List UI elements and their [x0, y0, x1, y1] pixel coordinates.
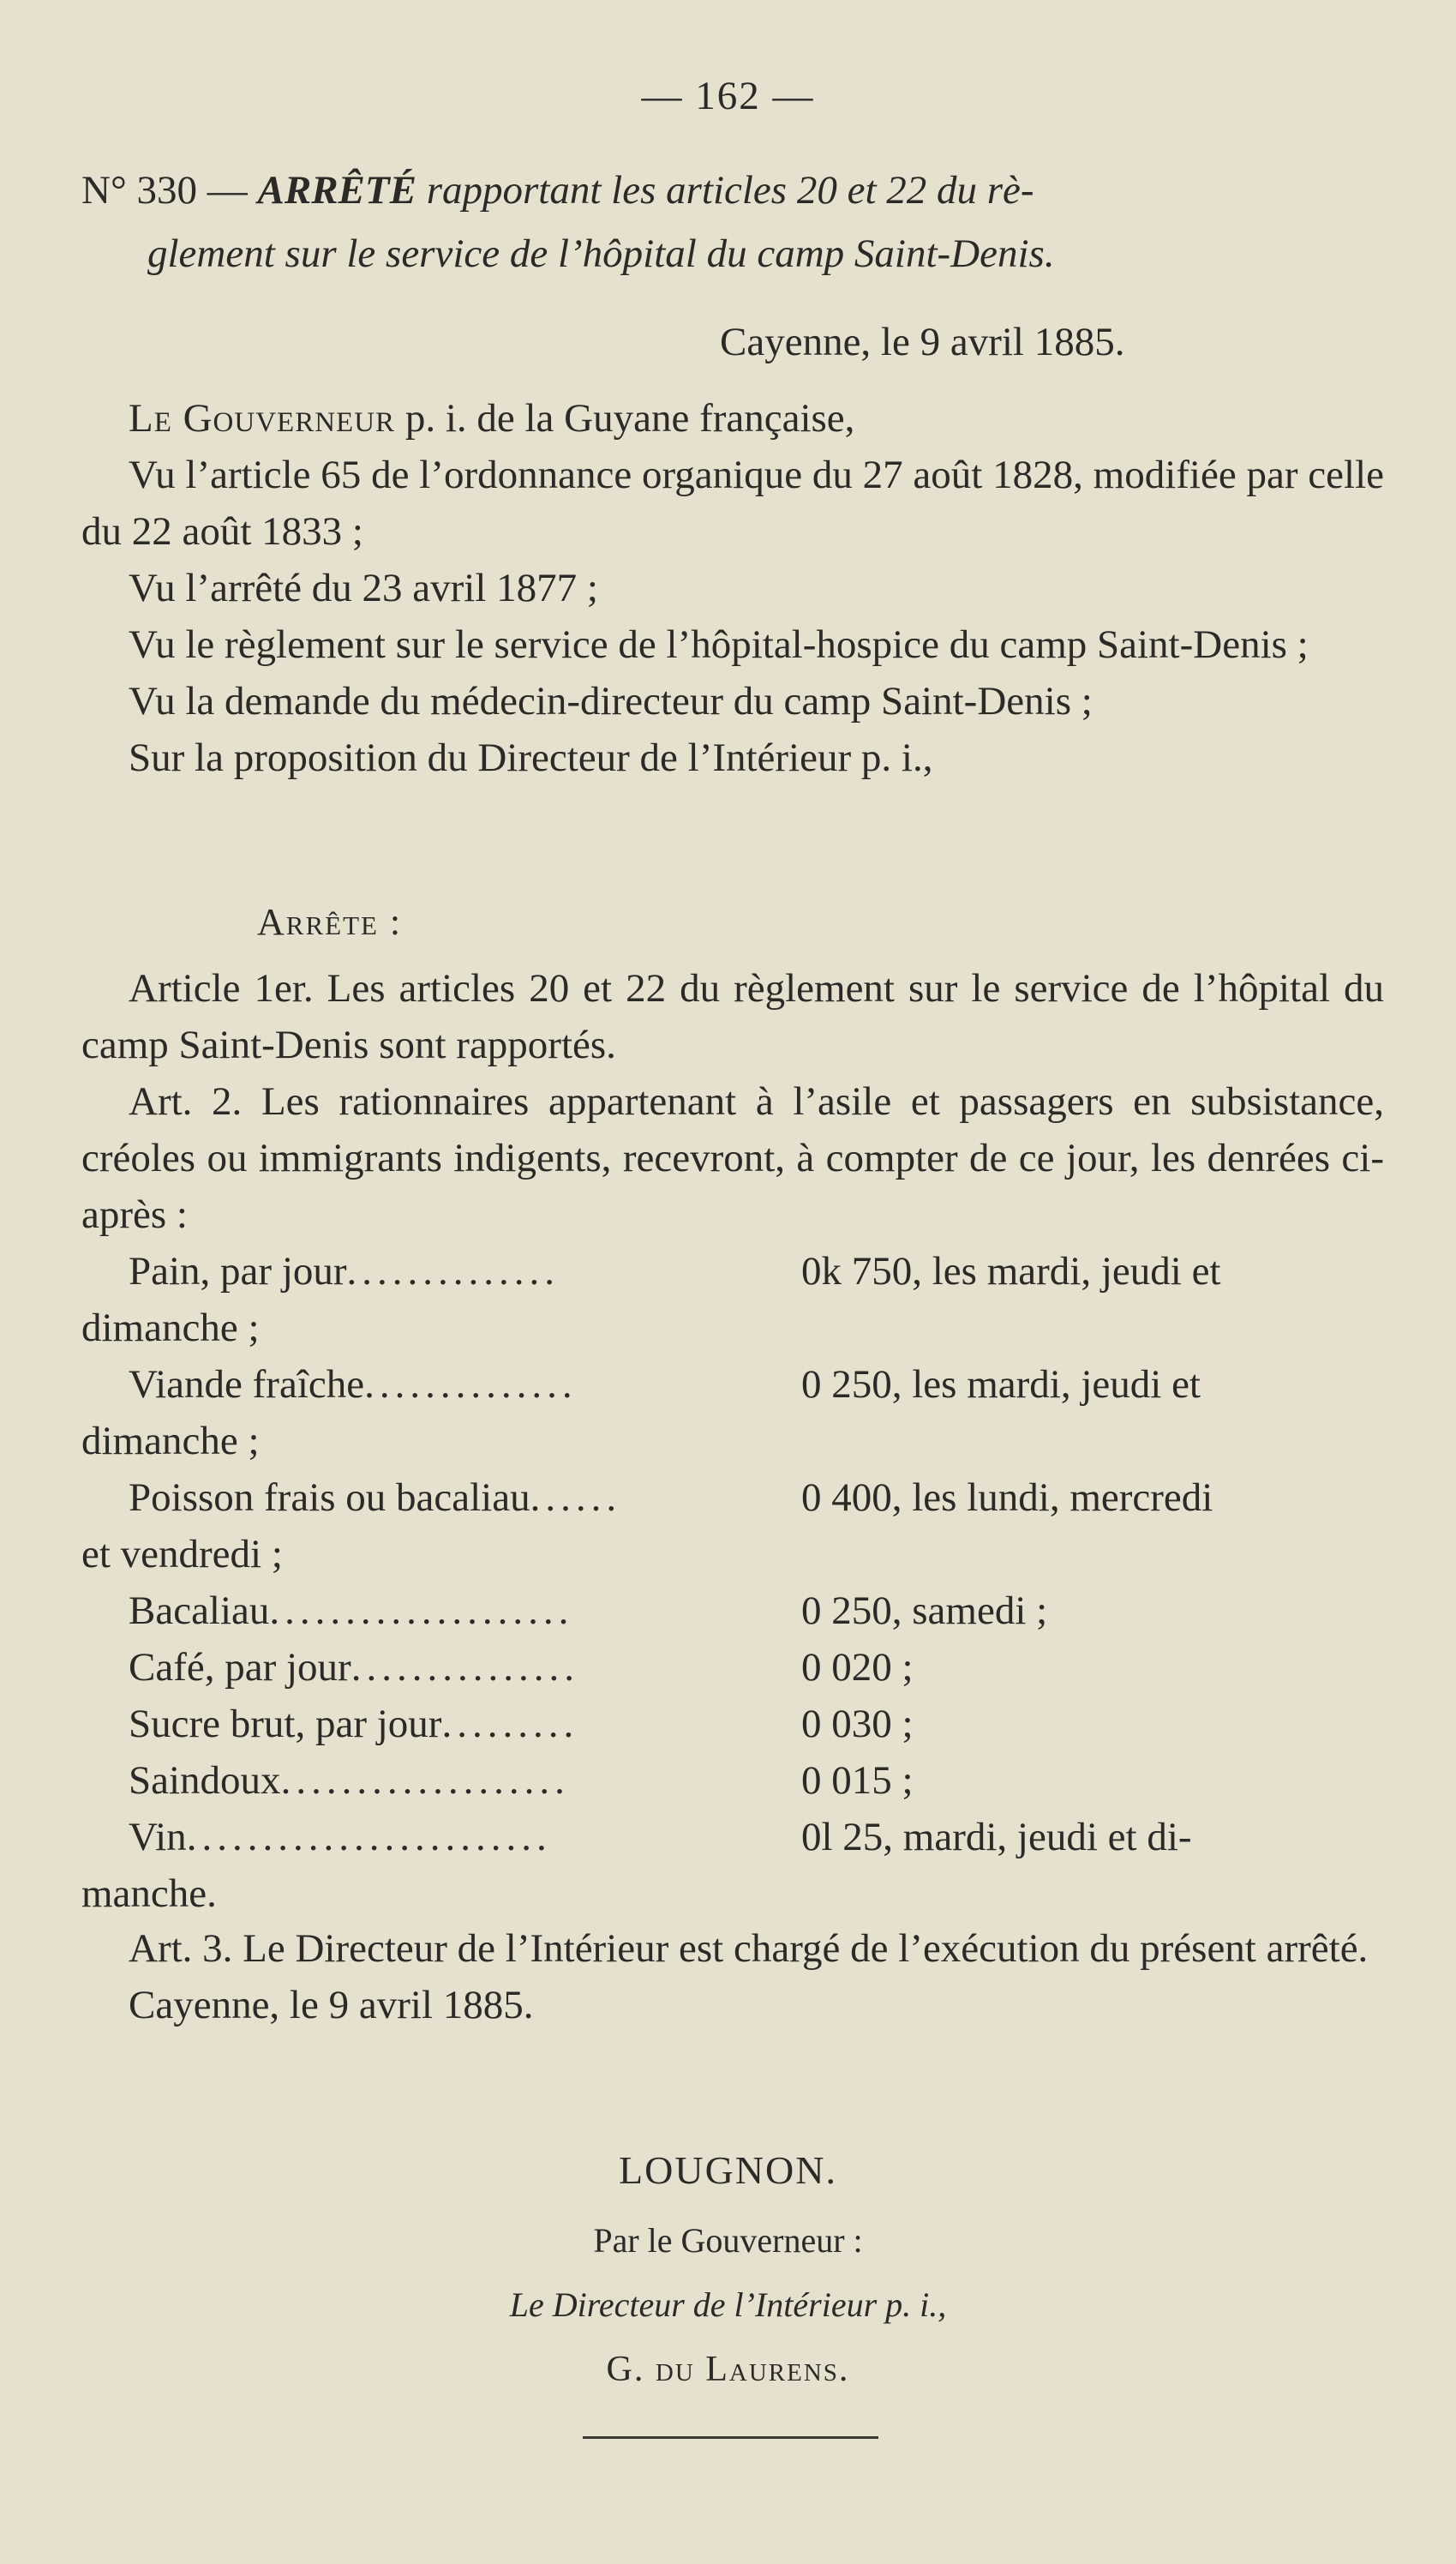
decree-title-line2: glement sur le service de l’hôpital du camp Saint-Denis.: [147, 231, 1055, 276]
ration-item: Vin: [129, 1815, 187, 1859]
article-3-label: Art. 3.: [129, 1926, 233, 1971]
ration-row: [81, 1356, 1384, 1413]
signature-role: Le Directeur de l’Intérieur p. i.,: [509, 2285, 947, 2324]
ration-continuation: manche.: [81, 1871, 217, 1916]
ration-quantity: 0 020 ;: [801, 1645, 914, 1690]
ration-row: [81, 1582, 1384, 1639]
ration-row: [81, 1696, 1384, 1752]
article-2-label: Art. 2.: [129, 1079, 243, 1124]
ration-list: [81, 1243, 1384, 1922]
ration-leader: .........: [441, 1702, 579, 1746]
place-date-top: Cayenne, le 9 avril 1885.: [720, 320, 1125, 364]
ration-leader: ..............: [364, 1362, 578, 1407]
ration-item: Café, par jour: [129, 1645, 351, 1690]
governor-title: Le Gouverneur: [129, 396, 396, 441]
article-3-text: Le Directeur de l’Intérieur est chargé de l’exécution du présent arrêté.: [232, 1926, 1369, 1971]
preamble: [81, 390, 1384, 786]
ration-quantity: 0 015 ;: [801, 1758, 914, 1803]
decree-keyword: ARRÊTÉ: [257, 168, 416, 213]
ration-leader: ...................: [280, 1758, 570, 1803]
place-date-bottom: Cayenne, le 9 avril 1885.: [129, 1983, 534, 2027]
article-1-text: Les articles 20 et 22 du règlement sur le service de l’hôpital du camp Saint-Denis sont rapportés.: [81, 966, 1384, 1067]
ration-item: Viande fraîche: [129, 1362, 365, 1407]
ration-quantity: 0 250, samedi ;: [801, 1588, 1048, 1633]
signature-cosigner: G. du Laurens.: [606, 2350, 850, 2389]
vu-ordonnance: Vu l’article 65 de l’ordonnance organique du 27 août 1828, modifiée par celle du 22 août 1833 ;: [81, 453, 1384, 554]
decree-title: [81, 159, 1401, 285]
ration-row: [81, 1752, 1384, 1809]
articles-1-2: [81, 960, 1384, 1243]
article-3-block: [81, 1920, 1384, 2033]
ration-continuation: dimanche ;: [81, 1306, 260, 1350]
closing-rule: [583, 2436, 878, 2439]
article-1-label: Article 1er.: [129, 966, 314, 1011]
vu-reglement: Vu le règlement sur le service de l’hôpital-hospice du camp Saint-Denis ;: [129, 622, 1309, 667]
ration-row: [81, 1243, 1384, 1300]
ration-leader: ........................: [186, 1815, 552, 1859]
ration-row: [81, 1639, 1384, 1696]
arrete-heading: Arrête :: [257, 901, 403, 943]
signature-name: LOUGNON.: [619, 2148, 837, 2192]
ration-quantity: 0l 25, mardi, jeudi et di-: [801, 1815, 1192, 1859]
ration-row: [81, 1809, 1384, 1865]
vu-arrete: Vu l’arrêté du 23 avril 1877 ;: [129, 566, 598, 610]
article-1: [81, 960, 1384, 1073]
ration-item: Poisson frais ou bacaliau: [129, 1475, 530, 1520]
vu-demande: Vu la demande du médecin-directeur du camp Saint-Denis ;: [129, 679, 1093, 724]
ration-item: Bacaliau: [129, 1588, 270, 1633]
ration-leader: ...............: [351, 1645, 579, 1690]
ration-item: Pain, par jour: [129, 1249, 347, 1294]
ration-leader: ..............: [346, 1249, 560, 1294]
article-3: [81, 1920, 1384, 1977]
ration-item: Sucre brut, par jour: [129, 1702, 442, 1746]
ration-item: Saindoux: [129, 1758, 281, 1803]
decree-number: N° 330 —: [81, 168, 258, 213]
ration-quantity: 0 400, les lundi, mercredi: [801, 1475, 1213, 1520]
ration-quantity: 0k 750, les mardi, jeudi et: [801, 1249, 1221, 1294]
page-number: — 162 —: [641, 74, 815, 118]
sur-proposition: Sur la proposition du Directeur de l’Intérieur p. i.,: [129, 736, 933, 780]
decree-title-line1: rapportant les articles 20 et 22 du rè-: [416, 168, 1034, 213]
governor-line: [81, 390, 1384, 447]
ration-leader: ......: [530, 1475, 622, 1520]
article-2-text: Les rationnaires appartenant à l’asile et passagers en subsistance, créoles ou immigrants indigents, recevront, à compter de ce jour, les denrées ci-après :: [81, 1079, 1385, 1237]
article-2: [81, 1073, 1384, 1243]
ration-leader: ....................: [269, 1588, 574, 1633]
ration-quantity: 0 030 ;: [801, 1702, 914, 1746]
ration-continuation: dimanche ;: [81, 1419, 260, 1463]
ration-quantity: 0 250, les mardi, jeudi et: [801, 1362, 1201, 1407]
ration-continuation: et vendredi ;: [81, 1532, 283, 1576]
ration-row: [81, 1469, 1384, 1526]
signature-by: Par le Gouverneur :: [593, 2221, 863, 2260]
governor-rest: p. i. de la Guyane française,: [395, 396, 855, 441]
